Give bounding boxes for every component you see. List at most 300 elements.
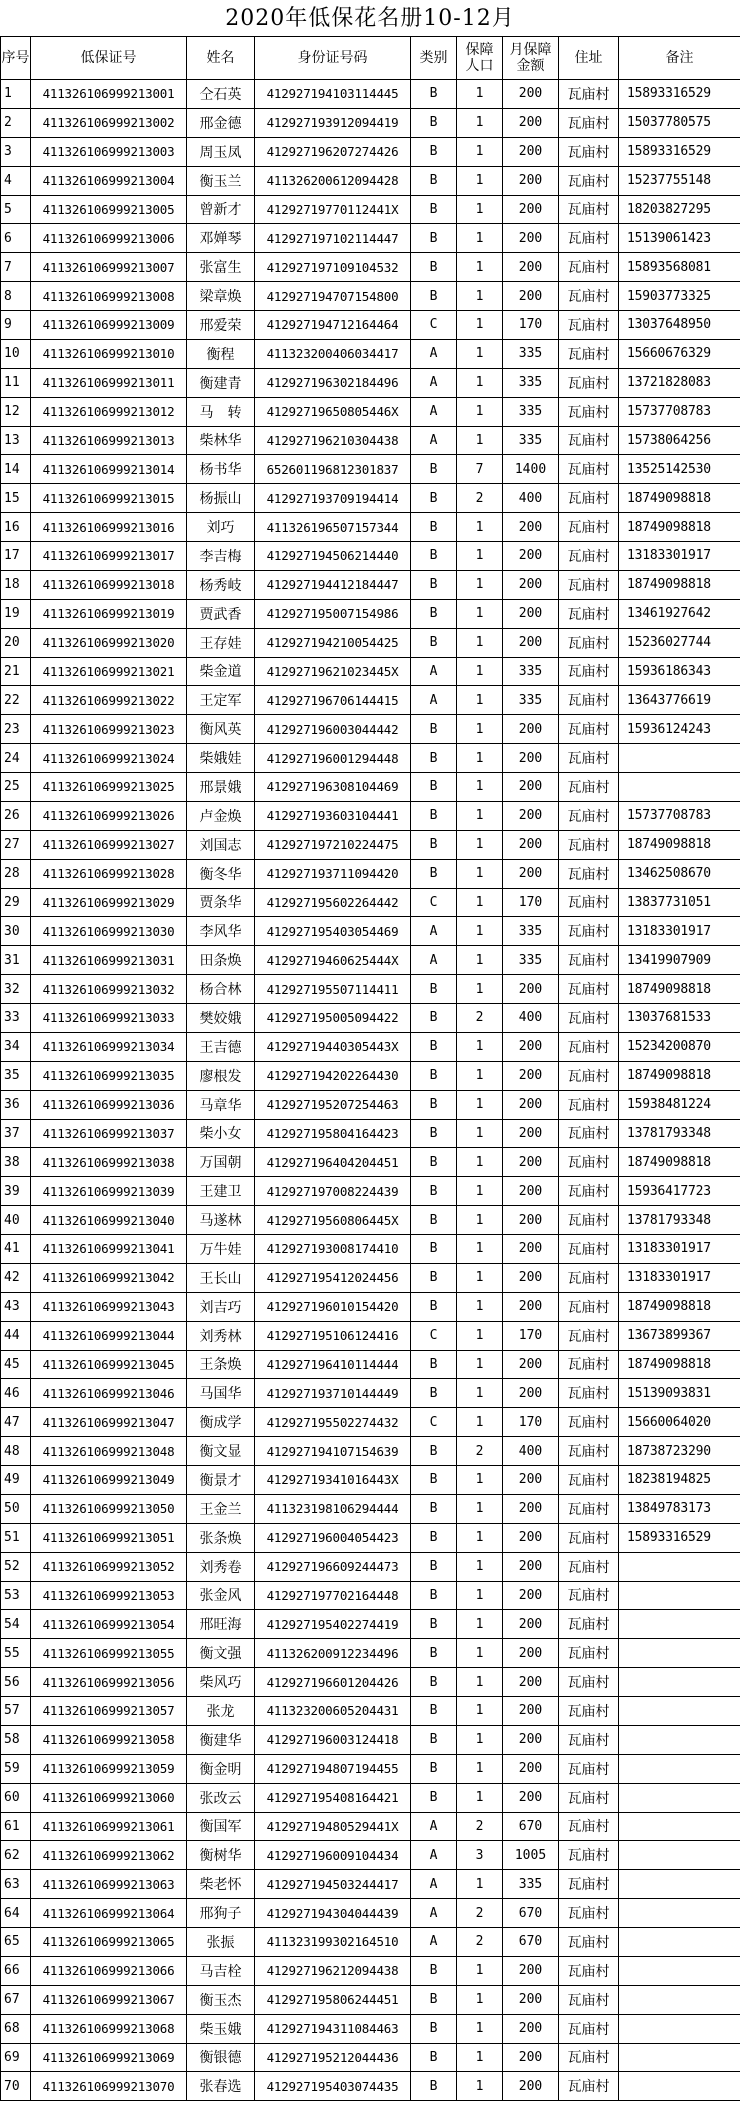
cell-name: 杨秀岐 [187, 570, 255, 599]
cell-name: 田条焕 [187, 946, 255, 975]
cell-category: A [411, 1899, 457, 1928]
table-row [1, 686, 740, 715]
cell-amount: 200 [503, 599, 559, 628]
cell-amount: 200 [503, 542, 559, 571]
cell-seq: 17 [1, 542, 31, 571]
cell-persons: 1 [457, 1032, 503, 1061]
cell-persons: 1 [457, 166, 503, 195]
cell-id: 412927193912094419 [255, 108, 411, 137]
cell-persons: 1 [457, 801, 503, 830]
cell-cert: 411326106999213015 [31, 484, 187, 513]
cell-cert: 411326106999213004 [31, 166, 187, 195]
cell-note: 15893316529 [619, 137, 740, 166]
cell-category: A [411, 917, 457, 946]
cell-category: B [411, 195, 457, 224]
cell-persons: 1 [457, 195, 503, 224]
table-row [1, 1263, 740, 1292]
cell-persons: 1 [457, 686, 503, 715]
cell-address: 瓦庙村 [559, 1523, 619, 1552]
cell-seq: 62 [1, 1841, 31, 1870]
cell-id: 412927195403074435 [255, 2072, 411, 2101]
cell-id: 412927193710144449 [255, 1379, 411, 1408]
cell-seq: 11 [1, 368, 31, 397]
cell-seq: 32 [1, 975, 31, 1004]
cell-persons: 3 [457, 1841, 503, 1870]
cell-amount: 200 [503, 1985, 559, 2014]
cell-name: 邢狗子 [187, 1899, 255, 1928]
cell-note: 18203827295 [619, 195, 740, 224]
cell-address: 瓦庙村 [559, 253, 619, 282]
cell-id: 412927195207254463 [255, 1090, 411, 1119]
cell-name: 樊姣娥 [187, 1004, 255, 1033]
cell-id: 411323200406034417 [255, 339, 411, 368]
cell-seq: 61 [1, 1812, 31, 1841]
cell-cert: 411326106999213018 [31, 570, 187, 599]
cell-category: B [411, 224, 457, 253]
cell-amount: 400 [503, 1437, 559, 1466]
cell-persons: 1 [457, 975, 503, 1004]
cell-seq: 2 [1, 108, 31, 137]
cell-address: 瓦庙村 [559, 1177, 619, 1206]
cell-address: 瓦庙村 [559, 311, 619, 340]
cell-id: 41292719650805446X [255, 397, 411, 426]
header-persons [457, 37, 503, 80]
cell-cert: 411326106999213019 [31, 599, 187, 628]
table-row [1, 1466, 740, 1495]
cell-note: 13721828083 [619, 368, 740, 397]
cell-id: 412927194107154639 [255, 1437, 411, 1466]
cell-cert: 411326106999213049 [31, 1466, 187, 1495]
cell-category: A [411, 1812, 457, 1841]
cell-seq: 58 [1, 1725, 31, 1754]
cell-amount: 200 [503, 1090, 559, 1119]
cell-seq: 37 [1, 1119, 31, 1148]
table-row [1, 1552, 740, 1581]
table-row [1, 2014, 740, 2043]
cell-name: 王建卫 [187, 1177, 255, 1206]
table-row [1, 166, 740, 195]
cell-address: 瓦庙村 [559, 1292, 619, 1321]
cell-persons: 2 [457, 484, 503, 513]
cell-seq: 7 [1, 253, 31, 282]
cell-seq: 38 [1, 1148, 31, 1177]
cell-persons: 1 [457, 859, 503, 888]
cell-amount: 400 [503, 484, 559, 513]
cell-name: 衡景才 [187, 1466, 255, 1495]
cell-name: 衡树华 [187, 1841, 255, 1870]
cell-name: 衡文强 [187, 1639, 255, 1668]
cell-persons: 1 [457, 1466, 503, 1495]
cell-name: 王金兰 [187, 1494, 255, 1523]
cell-category: B [411, 1697, 457, 1726]
cell-id: 412927195403054469 [255, 917, 411, 946]
cell-seq: 34 [1, 1032, 31, 1061]
header-amount-line1: 月保障 [509, 42, 552, 58]
table-row [1, 2072, 740, 2101]
table-row [1, 1292, 740, 1321]
cell-id: 412927196001294448 [255, 744, 411, 773]
cell-category: B [411, 542, 457, 571]
cell-id: 412927196308104469 [255, 773, 411, 802]
cell-address: 瓦庙村 [559, 1668, 619, 1697]
cell-note: 15903773325 [619, 282, 740, 311]
cell-name: 衡银德 [187, 2043, 255, 2072]
cell-category: B [411, 1437, 457, 1466]
cell-id: 41292719341016443X [255, 1466, 411, 1495]
cell-id: 411326200912234496 [255, 1639, 411, 1668]
cell-name: 马吉栓 [187, 1956, 255, 1985]
cell-note: 15237755148 [619, 166, 740, 195]
cell-persons: 2 [457, 1437, 503, 1466]
table-row [1, 1148, 740, 1177]
cell-amount: 200 [503, 2043, 559, 2072]
cell-note: 18749098818 [619, 513, 740, 542]
cell-amount: 335 [503, 397, 559, 426]
cell-seq: 48 [1, 1437, 31, 1466]
cell-address: 瓦庙村 [559, 1148, 619, 1177]
cell-amount: 200 [503, 1725, 559, 1754]
cell-address: 瓦庙村 [559, 946, 619, 975]
cell-address: 瓦庙村 [559, 542, 619, 571]
cell-name: 柴风巧 [187, 1668, 255, 1697]
cell-persons: 1 [457, 1697, 503, 1726]
cell-name: 王条焕 [187, 1350, 255, 1379]
cell-note: 15893316529 [619, 1523, 740, 1552]
cell-persons: 7 [457, 455, 503, 484]
cell-name: 卢金焕 [187, 801, 255, 830]
cell-id: 412927194202264430 [255, 1061, 411, 1090]
cell-seq: 67 [1, 1985, 31, 2014]
cell-category: A [411, 339, 457, 368]
cell-seq: 28 [1, 859, 31, 888]
table-row [1, 1437, 740, 1466]
cell-name: 张振 [187, 1928, 255, 1957]
table-row [1, 830, 740, 859]
table-row [1, 80, 740, 109]
cell-id: 412927196010154420 [255, 1292, 411, 1321]
cell-id: 41292719460625444X [255, 946, 411, 975]
cell-seq: 30 [1, 917, 31, 946]
cell-category: B [411, 2014, 457, 2043]
cell-persons: 1 [457, 599, 503, 628]
cell-address: 瓦庙村 [559, 715, 619, 744]
cell-category: B [411, 1725, 457, 1754]
table-row [1, 1668, 740, 1697]
cell-seq: 8 [1, 282, 31, 311]
cell-address: 瓦庙村 [559, 1783, 619, 1812]
cell-id: 412927195804164423 [255, 1119, 411, 1148]
cell-name: 马章华 [187, 1090, 255, 1119]
cell-name: 廖根发 [187, 1061, 255, 1090]
cell-amount: 200 [503, 80, 559, 109]
cell-amount: 200 [503, 1119, 559, 1148]
cell-amount: 200 [503, 224, 559, 253]
cell-address: 瓦庙村 [559, 1032, 619, 1061]
cell-address: 瓦庙村 [559, 426, 619, 455]
cell-cert: 411326106999213056 [31, 1668, 187, 1697]
cell-note: 15660064020 [619, 1408, 740, 1437]
cell-name: 衡成学 [187, 1408, 255, 1437]
cell-note: 15938481224 [619, 1090, 740, 1119]
cell-persons: 1 [457, 426, 503, 455]
cell-note: 13037681533 [619, 1004, 740, 1033]
cell-category: B [411, 513, 457, 542]
cell-category: A [411, 368, 457, 397]
cell-note [619, 1552, 740, 1581]
table-row [1, 311, 740, 340]
cell-note: 15139093831 [619, 1379, 740, 1408]
cell-address: 瓦庙村 [559, 975, 619, 1004]
cell-category: A [411, 657, 457, 686]
cell-note: 18749098818 [619, 484, 740, 513]
table-row [1, 917, 740, 946]
cell-address: 瓦庙村 [559, 859, 619, 888]
cell-cert: 411326106999213029 [31, 888, 187, 917]
cell-cert: 411326106999213032 [31, 975, 187, 1004]
cell-address: 瓦庙村 [559, 1408, 619, 1437]
table-row [1, 1581, 740, 1610]
cell-seq: 64 [1, 1899, 31, 1928]
cell-id: 412927194506214440 [255, 542, 411, 571]
cell-cert: 411326106999213031 [31, 946, 187, 975]
cell-id: 412927195806244451 [255, 1985, 411, 2014]
cell-address: 瓦庙村 [559, 1494, 619, 1523]
cell-address: 瓦庙村 [559, 2043, 619, 2072]
cell-amount: 200 [503, 1379, 559, 1408]
cell-seq: 35 [1, 1061, 31, 1090]
cell-name: 衡建华 [187, 1725, 255, 1754]
cell-name: 王定军 [187, 686, 255, 715]
table-row [1, 253, 740, 282]
cell-seq: 24 [1, 744, 31, 773]
cell-category: B [411, 1090, 457, 1119]
cell-note [619, 1812, 740, 1841]
cell-seq: 31 [1, 946, 31, 975]
cell-category: B [411, 975, 457, 1004]
cell-category: B [411, 801, 457, 830]
cell-persons: 1 [457, 628, 503, 657]
cell-category: B [411, 1466, 457, 1495]
cell-name: 张春选 [187, 2072, 255, 2101]
cell-persons: 1 [457, 1783, 503, 1812]
table-row [1, 1206, 740, 1235]
cell-persons: 2 [457, 1928, 503, 1957]
cell-seq: 68 [1, 2014, 31, 2043]
cell-note: 15893316529 [619, 80, 740, 109]
cell-cert: 411326106999213013 [31, 426, 187, 455]
cell-id: 412927195408164421 [255, 1783, 411, 1812]
header-seq: 序号 [1, 37, 31, 80]
cell-persons: 1 [457, 137, 503, 166]
table-row [1, 570, 740, 599]
cell-cert: 411326106999213026 [31, 801, 187, 830]
cell-amount: 200 [503, 1523, 559, 1552]
cell-note: 13462508670 [619, 859, 740, 888]
cell-address: 瓦庙村 [559, 484, 619, 513]
cell-note: 13781793348 [619, 1119, 740, 1148]
cell-name: 王吉德 [187, 1032, 255, 1061]
table-row [1, 339, 740, 368]
cell-cert: 411326106999213021 [31, 657, 187, 686]
cell-address: 瓦庙村 [559, 1899, 619, 1928]
cell-category: A [411, 1928, 457, 1957]
cell-seq: 29 [1, 888, 31, 917]
cell-cert: 411326106999213014 [31, 455, 187, 484]
cell-category: B [411, 1668, 457, 1697]
cell-amount: 200 [503, 830, 559, 859]
cell-amount: 200 [503, 1350, 559, 1379]
cell-cert: 411326106999213064 [31, 1899, 187, 1928]
cell-persons: 1 [457, 773, 503, 802]
cell-amount: 200 [503, 1177, 559, 1206]
cell-note [619, 1697, 740, 1726]
table-row [1, 1610, 740, 1639]
cell-note: 18749098818 [619, 975, 740, 1004]
cell-name: 周玉凤 [187, 137, 255, 166]
cell-id: 412927195212044436 [255, 2043, 411, 2072]
cell-amount: 200 [503, 137, 559, 166]
page-title: 2020年低保花名册10-12月 [225, 6, 515, 31]
cell-persons: 1 [457, 570, 503, 599]
cell-amount: 335 [503, 946, 559, 975]
cell-seq: 50 [1, 1494, 31, 1523]
cell-cert: 411326106999213002 [31, 108, 187, 137]
table-row [1, 1523, 740, 1552]
cell-seq: 45 [1, 1350, 31, 1379]
cell-amount: 200 [503, 1466, 559, 1495]
cell-category: B [411, 2072, 457, 2101]
cell-amount: 200 [503, 2072, 559, 2101]
cell-note: 18749098818 [619, 830, 740, 859]
cell-seq: 22 [1, 686, 31, 715]
cell-category: B [411, 1032, 457, 1061]
cell-note: 15936417723 [619, 1177, 740, 1206]
table-row [1, 195, 740, 224]
cell-id: 412927197008224439 [255, 1177, 411, 1206]
cell-persons: 1 [457, 368, 503, 397]
cell-persons: 1 [457, 744, 503, 773]
cell-amount: 200 [503, 1263, 559, 1292]
cell-amount: 200 [503, 1032, 559, 1061]
cell-name: 柴林华 [187, 426, 255, 455]
cell-persons: 1 [457, 715, 503, 744]
cell-persons: 1 [457, 253, 503, 282]
table-row [1, 1004, 740, 1033]
cell-note [619, 1985, 740, 2014]
cell-name: 刘秀卷 [187, 1552, 255, 1581]
cell-address: 瓦庙村 [559, 2014, 619, 2043]
cell-cert: 411326106999213070 [31, 2072, 187, 2101]
cell-name: 柴娥娃 [187, 744, 255, 773]
cell-category: B [411, 253, 457, 282]
cell-id: 412927196004054423 [255, 1523, 411, 1552]
cell-amount: 1400 [503, 455, 559, 484]
cell-id: 411323198106294444 [255, 1494, 411, 1523]
cell-category: B [411, 1494, 457, 1523]
cell-amount: 335 [503, 1870, 559, 1899]
cell-category: B [411, 166, 457, 195]
cell-amount: 200 [503, 1494, 559, 1523]
cell-name: 曾新才 [187, 195, 255, 224]
cell-seq: 4 [1, 166, 31, 195]
cell-id: 412927195005094422 [255, 1004, 411, 1033]
cell-cert: 411326106999213024 [31, 744, 187, 773]
cell-name: 马国华 [187, 1379, 255, 1408]
cell-persons: 1 [457, 1956, 503, 1985]
cell-category: B [411, 108, 457, 137]
table-row [1, 1061, 740, 1090]
cell-id: 412927194503244417 [255, 1870, 411, 1899]
cell-seq: 36 [1, 1090, 31, 1119]
cell-cert: 411326106999213063 [31, 1870, 187, 1899]
cell-amount: 200 [503, 801, 559, 830]
table-row [1, 368, 740, 397]
cell-category: B [411, 1783, 457, 1812]
cell-category: B [411, 715, 457, 744]
cell-name: 李吉梅 [187, 542, 255, 571]
cell-name: 衡冬华 [187, 859, 255, 888]
cell-note: 13673899367 [619, 1321, 740, 1350]
cell-amount: 200 [503, 628, 559, 657]
table-row [1, 715, 740, 744]
cell-category: B [411, 484, 457, 513]
cell-name: 王长山 [187, 1263, 255, 1292]
table-row [1, 599, 740, 628]
cell-note: 18738723290 [619, 1437, 740, 1466]
cell-seq: 3 [1, 137, 31, 166]
cell-cert: 411326106999213050 [31, 1494, 187, 1523]
cell-amount: 200 [503, 859, 559, 888]
cell-id: 411326196507157344 [255, 513, 411, 542]
cell-category: B [411, 1350, 457, 1379]
cell-note [619, 2072, 740, 2101]
table-row [1, 1235, 740, 1264]
cell-cert: 411326106999213038 [31, 1148, 187, 1177]
cell-seq: 16 [1, 513, 31, 542]
table-row [1, 744, 740, 773]
cell-note [619, 1928, 740, 1957]
cell-seq: 19 [1, 599, 31, 628]
cell-persons: 1 [457, 1494, 503, 1523]
header-address: 住址 [559, 37, 619, 80]
cell-seq: 63 [1, 1870, 31, 1899]
cell-amount: 200 [503, 1552, 559, 1581]
cell-id: 411323199302164510 [255, 1928, 411, 1957]
cell-address: 瓦庙村 [559, 80, 619, 109]
cell-persons: 1 [457, 1985, 503, 2014]
cell-cert: 411326106999213037 [31, 1119, 187, 1148]
table-row [1, 2043, 740, 2072]
table-row [1, 1754, 740, 1783]
cell-cert: 411326106999213039 [31, 1177, 187, 1206]
cell-persons: 1 [457, 2014, 503, 2043]
table-row [1, 1899, 740, 1928]
cell-id: 412927193603104441 [255, 801, 411, 830]
cell-cert: 411326106999213028 [31, 859, 187, 888]
cell-category: B [411, 1523, 457, 1552]
cell-cert: 411326106999213034 [31, 1032, 187, 1061]
cell-id: 41292719440305443X [255, 1032, 411, 1061]
cell-note: 15737708783 [619, 801, 740, 830]
cell-address: 瓦庙村 [559, 1437, 619, 1466]
cell-seq: 33 [1, 1004, 31, 1033]
table-row [1, 946, 740, 975]
cell-seq: 49 [1, 1466, 31, 1495]
table-row [1, 542, 740, 571]
cell-cert: 411326106999213044 [31, 1321, 187, 1350]
cell-name: 张富生 [187, 253, 255, 282]
cell-category: B [411, 80, 457, 109]
